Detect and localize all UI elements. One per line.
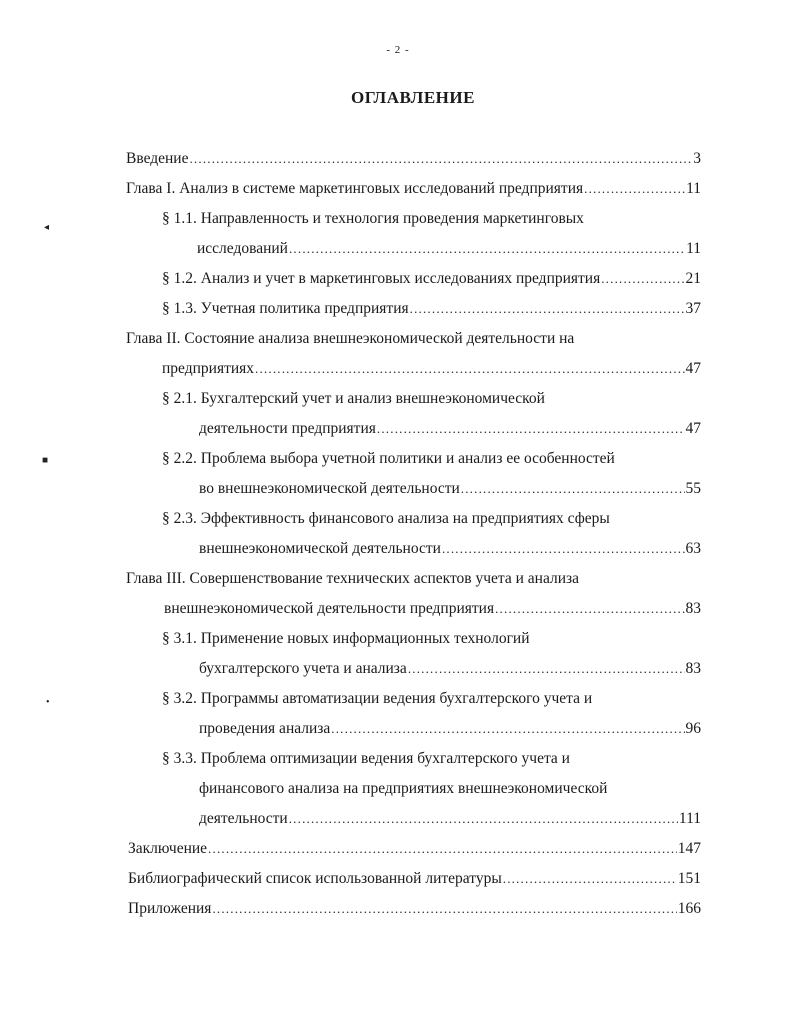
toc-item-label: Глава I. Анализ в системе маркетинговых исследований предприятия bbox=[126, 180, 584, 197]
toc-item-section-3-2[interactable] bbox=[199, 717, 701, 741]
leader-dots bbox=[208, 837, 677, 861]
toc-item-label: бухгалтерского учета и анализа bbox=[199, 660, 407, 677]
toc-item-label: § 2.1. Бухгалтерский учет и анализ внешнеэкономической bbox=[162, 390, 545, 407]
leader-dots bbox=[442, 537, 685, 561]
toc-item-label: Приложения bbox=[128, 900, 212, 917]
toc-item-section-1-3[interactable] bbox=[162, 297, 701, 321]
toc-item-label: деятельности bbox=[199, 810, 288, 827]
toc-item-label: § 1.1. Направленность и технология проведения маркетинговых bbox=[162, 210, 584, 227]
toc-item-label: внешнеэкономической деятельности bbox=[199, 540, 441, 557]
toc-item-label: § 3.2. Программы автоматизации ведения бухгалтерского учета и bbox=[162, 690, 593, 707]
toc-item-label: Глава III. Совершенствование технических аспектов учета и анализа bbox=[126, 570, 580, 587]
toc-item-label: § 2.2. Проблема выбора учетной политики и анализ ее особенностей bbox=[162, 450, 615, 467]
toc-page-number: 11 bbox=[686, 180, 701, 197]
toc-page-number: 151 bbox=[677, 870, 701, 887]
toc-page-number: 83 bbox=[685, 660, 701, 677]
toc-page-number: 47 bbox=[685, 420, 701, 437]
toc-item-label: § 3.3. Проблема оптимизации ведения бухгалтерского учета и bbox=[162, 750, 570, 767]
toc-item-label: внешнеэкономической деятельности предприятия bbox=[164, 600, 495, 617]
toc-page-number: 55 bbox=[685, 480, 701, 497]
leader-dots bbox=[584, 177, 685, 201]
toc-page-number: 11 bbox=[686, 240, 701, 257]
leader-dots bbox=[377, 417, 685, 441]
toc-page-number: 111 bbox=[678, 810, 701, 827]
leader-dots bbox=[289, 807, 678, 831]
page-number: - 2 - bbox=[386, 44, 410, 56]
toc-item-section-1-2[interactable] bbox=[162, 267, 701, 291]
toc-item-chapter-1[interactable] bbox=[126, 177, 701, 201]
toc-item-section-2-1[interactable] bbox=[199, 417, 701, 441]
leader-dots bbox=[289, 237, 685, 261]
toc-item-conclusion[interactable] bbox=[128, 837, 701, 861]
toc-item-label: Глава II. Состояние анализа внешнеэкономической деятельности на bbox=[126, 330, 575, 347]
toc-item-section-3-1[interactable] bbox=[199, 657, 701, 681]
toc-item-section-3-3[interactable] bbox=[199, 807, 701, 831]
toc-page-number: 21 bbox=[685, 270, 701, 287]
toc-item-section-2-3[interactable] bbox=[199, 537, 701, 561]
toc-page-number: 166 bbox=[677, 900, 701, 917]
page-title: ОГЛАВЛЕНИЕ bbox=[351, 88, 475, 107]
toc-page-number: 83 bbox=[685, 600, 701, 617]
scan-mark-1: ◂ bbox=[44, 222, 50, 233]
toc-item-label: деятельности предприятия bbox=[199, 420, 376, 437]
toc-item-intro[interactable] bbox=[126, 147, 701, 171]
leader-dots bbox=[601, 267, 684, 291]
toc-item-chapter-3[interactable] bbox=[164, 597, 701, 621]
leader-dots bbox=[495, 597, 684, 621]
leader-dots bbox=[408, 657, 685, 681]
toc-item-section-2-2[interactable] bbox=[199, 477, 701, 501]
leader-dots bbox=[461, 477, 685, 501]
toc-item-label: § 1.2. Анализ и учет в маркетинговых исследованиях предприятия bbox=[162, 270, 601, 287]
toc-item-chapter-2[interactable] bbox=[162, 357, 701, 381]
toc-item-label: предприятиях bbox=[162, 360, 255, 377]
toc-item-label: § 1.3. Учетная политика предприятия bbox=[162, 300, 409, 317]
toc-item-label: Введение bbox=[126, 150, 189, 167]
toc-item-label: Заключение bbox=[128, 840, 208, 857]
toc-page-number: 147 bbox=[677, 840, 701, 857]
toc-item-appendix[interactable] bbox=[128, 897, 701, 921]
leader-dots bbox=[255, 357, 684, 381]
toc-item-label: финансового анализа на предприятиях внешнеэкономической bbox=[199, 780, 608, 797]
toc-item-section-1-1[interactable] bbox=[197, 237, 701, 261]
toc-item-label: проведения анализа bbox=[199, 720, 331, 737]
toc-item-label: § 3.1. Применение новых информационных технологий bbox=[162, 630, 530, 647]
toc-page-number: 47 bbox=[685, 360, 701, 377]
toc-page-number: 63 bbox=[685, 540, 701, 557]
toc-page-number: 37 bbox=[685, 300, 701, 317]
leader-dots bbox=[189, 147, 692, 171]
leader-dots bbox=[410, 297, 685, 321]
toc-item-bibliography[interactable] bbox=[128, 867, 701, 891]
toc-item-label: § 2.3. Эффективность финансового анализа на предприятиях сферы bbox=[162, 510, 610, 527]
toc-item-label: Библиографический список использованной литературы bbox=[128, 870, 502, 887]
leader-dots bbox=[212, 897, 676, 921]
scan-mark-3: • bbox=[46, 697, 50, 708]
toc-item-label: во внешнеэкономической деятельности bbox=[199, 480, 460, 497]
leader-dots bbox=[503, 867, 677, 891]
toc-page-number: 96 bbox=[685, 720, 701, 737]
toc-item-label: исследований bbox=[197, 240, 288, 257]
scan-mark-2: ■ bbox=[42, 455, 49, 466]
leader-dots bbox=[331, 717, 684, 741]
toc-page-number: 3 bbox=[693, 150, 701, 167]
